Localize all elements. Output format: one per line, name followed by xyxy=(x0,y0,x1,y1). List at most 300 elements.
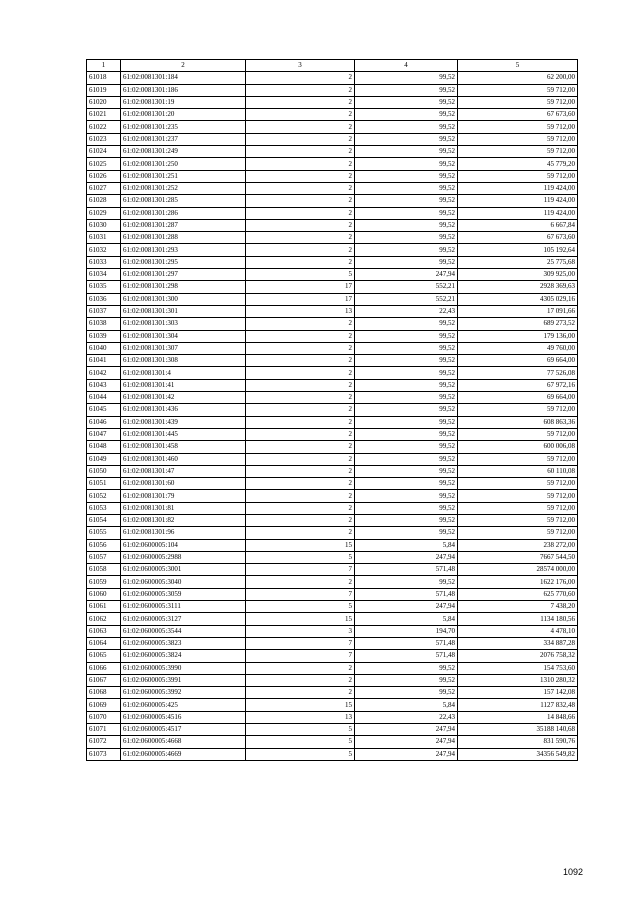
table-cell: 2 xyxy=(246,133,355,145)
table-row xyxy=(87,416,578,428)
table-cell: 61:02:0081301:285 xyxy=(121,195,246,207)
table-cell: 61:02:0081301:252 xyxy=(121,182,246,194)
table-cell: 61030 xyxy=(87,219,121,231)
table-cell: 247,94 xyxy=(355,724,458,736)
table-cell: 69 664,00 xyxy=(458,355,578,367)
table-cell: 59 712,00 xyxy=(458,146,578,158)
table-cell: 61:02:0600005:3823 xyxy=(121,637,246,649)
table-cell: 2 xyxy=(246,674,355,686)
table-cell: 247,94 xyxy=(355,269,458,281)
table-cell: 99,52 xyxy=(355,84,458,96)
table-cell: 61:02:0600005:3544 xyxy=(121,625,246,637)
table-row xyxy=(87,256,578,268)
table-cell: 552,21 xyxy=(355,293,458,305)
table-cell: 99,52 xyxy=(355,441,458,453)
table-cell: 49 760,00 xyxy=(458,342,578,354)
table-cell: 61070 xyxy=(87,711,121,723)
table-cell: 61062 xyxy=(87,613,121,625)
table-cell: 2 xyxy=(246,416,355,428)
table-cell: 61:02:0081301:300 xyxy=(121,293,246,305)
table-cell: 552,21 xyxy=(355,281,458,293)
table-cell: 608 863,36 xyxy=(458,416,578,428)
table-cell: 61:02:0081301:42 xyxy=(121,392,246,404)
table-row xyxy=(87,355,578,367)
table-cell: 61:02:0600005:2988 xyxy=(121,551,246,563)
table-cell: 61:02:0081301:297 xyxy=(121,269,246,281)
table-cell: 99,52 xyxy=(355,404,458,416)
table-cell: 67 972,16 xyxy=(458,379,578,391)
table-row xyxy=(87,748,578,760)
table-cell: 99,52 xyxy=(355,478,458,490)
table-row xyxy=(87,637,578,649)
table-cell: 61:02:0600005:3990 xyxy=(121,662,246,674)
table-cell: 154 753,60 xyxy=(458,662,578,674)
table-cell: 99,52 xyxy=(355,133,458,145)
table-cell: 28574 000,00 xyxy=(458,564,578,576)
table-cell: 59 712,00 xyxy=(458,121,578,133)
table-cell: 99,52 xyxy=(355,465,458,477)
table-cell: 61058 xyxy=(87,564,121,576)
table-cell: 571,48 xyxy=(355,588,458,600)
table-cell: 61027 xyxy=(87,182,121,194)
table-cell: 61025 xyxy=(87,158,121,170)
table-cell: 62 200,00 xyxy=(458,72,578,84)
table-cell: 61:02:0600005:4669 xyxy=(121,748,246,760)
table-cell: 6 667,84 xyxy=(458,219,578,231)
table-cell: 2 xyxy=(246,84,355,96)
table-row xyxy=(87,146,578,158)
table-cell: 61:02:0081301:47 xyxy=(121,465,246,477)
table-cell: 2076 758,32 xyxy=(458,650,578,662)
table-cell: 61:02:0081301:20 xyxy=(121,109,246,121)
table-cell: 61039 xyxy=(87,330,121,342)
table-row xyxy=(87,72,578,84)
table-cell: 61064 xyxy=(87,637,121,649)
col-header-4: 4 xyxy=(355,60,458,72)
table-cell: 61059 xyxy=(87,576,121,588)
table-row xyxy=(87,404,578,416)
table-row xyxy=(87,490,578,502)
table-row xyxy=(87,158,578,170)
table-cell: 99,52 xyxy=(355,72,458,84)
table-cell: 59 712,00 xyxy=(458,514,578,526)
table-cell: 5 xyxy=(246,269,355,281)
table-row xyxy=(87,428,578,440)
table-cell: 99,52 xyxy=(355,674,458,686)
table-cell: 334 887,28 xyxy=(458,637,578,649)
table-cell: 2 xyxy=(246,379,355,391)
table-cell: 2 xyxy=(246,232,355,244)
table-cell: 2 xyxy=(246,330,355,342)
table-cell: 2 xyxy=(246,207,355,219)
table-row xyxy=(87,514,578,526)
table-cell: 61:02:0081301:81 xyxy=(121,502,246,514)
table-cell: 61:02:0081301:249 xyxy=(121,146,246,158)
table-cell: 22,43 xyxy=(355,305,458,317)
table-cell: 2 xyxy=(246,146,355,158)
table-cell: 2 xyxy=(246,367,355,379)
table-cell: 2 xyxy=(246,687,355,699)
table-cell: 61026 xyxy=(87,170,121,182)
table-cell: 61051 xyxy=(87,478,121,490)
table-row xyxy=(87,207,578,219)
table-cell: 59 712,00 xyxy=(458,170,578,182)
table-row xyxy=(87,305,578,317)
table-cell: 99,52 xyxy=(355,576,458,588)
table-cell: 61022 xyxy=(87,121,121,133)
table-cell: 119 424,00 xyxy=(458,195,578,207)
col-header-3: 3 xyxy=(246,60,355,72)
table-cell: 2 xyxy=(246,355,355,367)
table-cell: 61034 xyxy=(87,269,121,281)
table-cell: 61:02:0081301:301 xyxy=(121,305,246,317)
table-cell: 99,52 xyxy=(355,170,458,182)
table-cell: 99,52 xyxy=(355,146,458,158)
table-cell: 15 xyxy=(246,539,355,551)
table-cell: 2 xyxy=(246,170,355,182)
table-cell: 5 xyxy=(246,551,355,563)
table-cell: 99,52 xyxy=(355,318,458,330)
table-row xyxy=(87,674,578,686)
table-cell: 247,94 xyxy=(355,748,458,760)
table-cell: 2 xyxy=(246,527,355,539)
table-row xyxy=(87,650,578,662)
table-cell: 571,48 xyxy=(355,564,458,576)
table-row xyxy=(87,576,578,588)
table-cell: 59 712,00 xyxy=(458,96,578,108)
table-cell: 61046 xyxy=(87,416,121,428)
table-cell: 247,94 xyxy=(355,601,458,613)
table-cell: 2 xyxy=(246,342,355,354)
table-cell: 61:02:0081301:298 xyxy=(121,281,246,293)
table-cell: 571,48 xyxy=(355,637,458,649)
table-cell: 61020 xyxy=(87,96,121,108)
table-cell: 61049 xyxy=(87,453,121,465)
table-cell: 59 712,00 xyxy=(458,428,578,440)
table-cell: 99,52 xyxy=(355,207,458,219)
table-cell: 61:02:0081301:79 xyxy=(121,490,246,502)
table-cell: 61023 xyxy=(87,133,121,145)
table-cell: 99,52 xyxy=(355,502,458,514)
table-cell: 61:02:0081301:287 xyxy=(121,219,246,231)
table-cell: 61:02:0600005:3127 xyxy=(121,613,246,625)
table-cell: 7 xyxy=(246,650,355,662)
table-cell: 2928 369,63 xyxy=(458,281,578,293)
table-cell: 2 xyxy=(246,96,355,108)
table-row xyxy=(87,293,578,305)
table-cell: 61072 xyxy=(87,736,121,748)
table-cell: 61:02:0600005:3991 xyxy=(121,674,246,686)
table-cell: 99,52 xyxy=(355,392,458,404)
table-cell: 247,94 xyxy=(355,551,458,563)
table-cell: 15 xyxy=(246,699,355,711)
table-cell: 3 xyxy=(246,625,355,637)
table-row xyxy=(87,342,578,354)
table-cell: 99,52 xyxy=(355,244,458,256)
table-cell: 1622 176,00 xyxy=(458,576,578,588)
table-cell: 59 712,00 xyxy=(458,404,578,416)
table-cell: 61056 xyxy=(87,539,121,551)
table-cell: 61:02:0081301:293 xyxy=(121,244,246,256)
table-cell: 99,52 xyxy=(355,527,458,539)
table-cell: 7 xyxy=(246,588,355,600)
table-cell: 61021 xyxy=(87,109,121,121)
table-row xyxy=(87,281,578,293)
table-cell: 5 xyxy=(246,724,355,736)
table-cell: 625 770,60 xyxy=(458,588,578,600)
table-cell: 13 xyxy=(246,711,355,723)
table-cell: 2 xyxy=(246,428,355,440)
table-cell: 1310 280,32 xyxy=(458,674,578,686)
table-cell: 99,52 xyxy=(355,219,458,231)
table-cell: 59 712,00 xyxy=(458,490,578,502)
table-row xyxy=(87,478,578,490)
table-row xyxy=(87,539,578,551)
table-cell: 61073 xyxy=(87,748,121,760)
table-cell: 157 142,08 xyxy=(458,687,578,699)
table-cell: 5,84 xyxy=(355,699,458,711)
table-cell: 61018 xyxy=(87,72,121,84)
table-row xyxy=(87,96,578,108)
table-cell: 61069 xyxy=(87,699,121,711)
table-row xyxy=(87,133,578,145)
table-cell: 2 xyxy=(246,318,355,330)
table-cell: 7 xyxy=(246,637,355,649)
table-cell: 61:02:0081301:237 xyxy=(121,133,246,145)
table-cell: 61071 xyxy=(87,724,121,736)
table-cell: 61:02:0081301:295 xyxy=(121,256,246,268)
table-cell: 61:02:0081301:286 xyxy=(121,207,246,219)
table-cell: 119 424,00 xyxy=(458,182,578,194)
table-row xyxy=(87,527,578,539)
table-cell: 61:02:0600005:4516 xyxy=(121,711,246,723)
table-cell: 247,94 xyxy=(355,736,458,748)
page-number: 1092 xyxy=(562,867,583,877)
table-cell: 61:02:0081301:445 xyxy=(121,428,246,440)
col-header-2: 2 xyxy=(121,60,246,72)
table-row xyxy=(87,588,578,600)
table-cell: 61:02:0081301:250 xyxy=(121,158,246,170)
table-cell: 2 xyxy=(246,392,355,404)
table-cell: 61:02:0081301:288 xyxy=(121,232,246,244)
table-row xyxy=(87,121,578,133)
table-row xyxy=(87,232,578,244)
table-cell: 61057 xyxy=(87,551,121,563)
table-cell: 5 xyxy=(246,748,355,760)
table-cell: 99,52 xyxy=(355,195,458,207)
table-cell: 17 xyxy=(246,293,355,305)
table-cell: 2 xyxy=(246,158,355,170)
table-cell: 61031 xyxy=(87,232,121,244)
table-cell: 61060 xyxy=(87,588,121,600)
table-cell: 61045 xyxy=(87,404,121,416)
table-row xyxy=(87,219,578,231)
table-row xyxy=(87,441,578,453)
table-row xyxy=(87,109,578,121)
table-cell: 831 590,76 xyxy=(458,736,578,748)
table-cell: 179 136,00 xyxy=(458,330,578,342)
table-cell: 1127 832,48 xyxy=(458,699,578,711)
table-cell: 2 xyxy=(246,182,355,194)
table-cell: 99,52 xyxy=(355,355,458,367)
table-cell: 61:02:0081301:4 xyxy=(121,367,246,379)
table-cell: 67 673,60 xyxy=(458,232,578,244)
table-cell: 61:02:0081301:41 xyxy=(121,379,246,391)
table-row xyxy=(87,564,578,576)
table-cell: 61:02:0081301:96 xyxy=(121,527,246,539)
table-cell: 14 848,66 xyxy=(458,711,578,723)
table-cell: 2 xyxy=(246,109,355,121)
table-cell: 61:02:0081301:439 xyxy=(121,416,246,428)
table-cell: 2 xyxy=(246,121,355,133)
table-cell: 2 xyxy=(246,195,355,207)
table-cell: 59 712,00 xyxy=(458,133,578,145)
table-cell: 61:02:0600005:3001 xyxy=(121,564,246,576)
table-cell: 61:02:0081301:458 xyxy=(121,441,246,453)
table-cell: 61:02:0600005:3059 xyxy=(121,588,246,600)
table-cell: 61033 xyxy=(87,256,121,268)
table-cell: 99,52 xyxy=(355,96,458,108)
table-row xyxy=(87,453,578,465)
table-cell: 61:02:0081301:235 xyxy=(121,121,246,133)
table-row xyxy=(87,699,578,711)
table-row xyxy=(87,318,578,330)
table-cell: 61032 xyxy=(87,244,121,256)
table-cell: 2 xyxy=(246,478,355,490)
table-row xyxy=(87,736,578,748)
table-cell: 61067 xyxy=(87,674,121,686)
table-cell: 61:02:0600005:3824 xyxy=(121,650,246,662)
table-cell: 99,52 xyxy=(355,232,458,244)
table-cell: 61029 xyxy=(87,207,121,219)
table-cell: 61040 xyxy=(87,342,121,354)
table-cell: 2 xyxy=(246,244,355,256)
table-cell: 99,52 xyxy=(355,687,458,699)
table-cell: 61:02:0081301:251 xyxy=(121,170,246,182)
col-header-5: 5 xyxy=(458,60,578,72)
table-cell: 67 673,60 xyxy=(458,109,578,121)
table-cell: 309 925,00 xyxy=(458,269,578,281)
table-cell: 99,52 xyxy=(355,109,458,121)
table-cell: 99,52 xyxy=(355,121,458,133)
table-cell: 61:02:0081301:308 xyxy=(121,355,246,367)
table-cell: 61:02:0081301:184 xyxy=(121,72,246,84)
table-row xyxy=(87,392,578,404)
table-cell: 61063 xyxy=(87,625,121,637)
table-cell: 2 xyxy=(246,453,355,465)
table-row xyxy=(87,613,578,625)
table-row xyxy=(87,551,578,563)
table-cell: 7 438,20 xyxy=(458,601,578,613)
table-cell: 34356 549,82 xyxy=(458,748,578,760)
table-cell: 238 272,00 xyxy=(458,539,578,551)
table-cell: 61:02:0081301:186 xyxy=(121,84,246,96)
table-cell: 99,52 xyxy=(355,379,458,391)
table-cell: 99,52 xyxy=(355,416,458,428)
table-cell: 61:02:0600005:3992 xyxy=(121,687,246,699)
table-cell: 17 091,66 xyxy=(458,305,578,317)
table-cell: 61:02:0600005:4668 xyxy=(121,736,246,748)
table-cell: 2 xyxy=(246,72,355,84)
table-cell: 61061 xyxy=(87,601,121,613)
table-cell: 61041 xyxy=(87,355,121,367)
table-cell: 61054 xyxy=(87,514,121,526)
table-row xyxy=(87,601,578,613)
table-cell: 119 424,00 xyxy=(458,207,578,219)
table-cell: 61044 xyxy=(87,392,121,404)
table-cell: 59 712,00 xyxy=(458,478,578,490)
table-row xyxy=(87,170,578,182)
table-cell: 61028 xyxy=(87,195,121,207)
table-row xyxy=(87,724,578,736)
table-cell: 5,84 xyxy=(355,613,458,625)
table-row xyxy=(87,687,578,699)
table-row xyxy=(87,465,578,477)
table-cell: 1134 180,56 xyxy=(458,613,578,625)
cadastral-table xyxy=(86,59,578,761)
table-cell: 22,43 xyxy=(355,711,458,723)
table-cell: 61035 xyxy=(87,281,121,293)
table-row xyxy=(87,625,578,637)
table-cell: 61:02:0600005:104 xyxy=(121,539,246,551)
table-cell: 69 664,00 xyxy=(458,392,578,404)
table-cell: 61053 xyxy=(87,502,121,514)
table-cell: 4 478,10 xyxy=(458,625,578,637)
table-cell: 2 xyxy=(246,465,355,477)
table-row xyxy=(87,269,578,281)
table-cell: 77 526,08 xyxy=(458,367,578,379)
table-row xyxy=(87,711,578,723)
table-cell: 571,48 xyxy=(355,650,458,662)
table-cell: 99,52 xyxy=(355,367,458,379)
table-row xyxy=(87,367,578,379)
table-row xyxy=(87,330,578,342)
table-cell: 61:02:0081301:82 xyxy=(121,514,246,526)
table-body xyxy=(87,72,578,761)
table-cell: 61037 xyxy=(87,305,121,317)
table-cell: 13 xyxy=(246,305,355,317)
table-cell: 99,52 xyxy=(355,662,458,674)
table-cell: 61:02:0081301:436 xyxy=(121,404,246,416)
table-cell: 35188 140,68 xyxy=(458,724,578,736)
table-cell: 61038 xyxy=(87,318,121,330)
table-cell: 61:02:0081301:19 xyxy=(121,96,246,108)
table-cell: 61:02:0600005:4517 xyxy=(121,724,246,736)
table-cell: 99,52 xyxy=(355,330,458,342)
table-cell: 5,84 xyxy=(355,539,458,551)
table-cell: 99,52 xyxy=(355,342,458,354)
table-cell: 105 192,64 xyxy=(458,244,578,256)
table-cell: 2 xyxy=(246,219,355,231)
table-cell: 60 110,08 xyxy=(458,465,578,477)
table-cell: 15 xyxy=(246,613,355,625)
col-header-1: 1 xyxy=(87,60,121,72)
table-cell: 61:02:0081301:460 xyxy=(121,453,246,465)
table-cell: 61043 xyxy=(87,379,121,391)
table-cell: 45 779,20 xyxy=(458,158,578,170)
table-row xyxy=(87,84,578,96)
table-cell: 600 006,08 xyxy=(458,441,578,453)
table-cell: 61068 xyxy=(87,687,121,699)
table-row xyxy=(87,182,578,194)
table-row xyxy=(87,379,578,391)
table-cell: 194,70 xyxy=(355,625,458,637)
table-cell: 61042 xyxy=(87,367,121,379)
table-cell: 61024 xyxy=(87,146,121,158)
table-cell: 61052 xyxy=(87,490,121,502)
table-cell: 2 xyxy=(246,490,355,502)
table-cell: 99,52 xyxy=(355,453,458,465)
